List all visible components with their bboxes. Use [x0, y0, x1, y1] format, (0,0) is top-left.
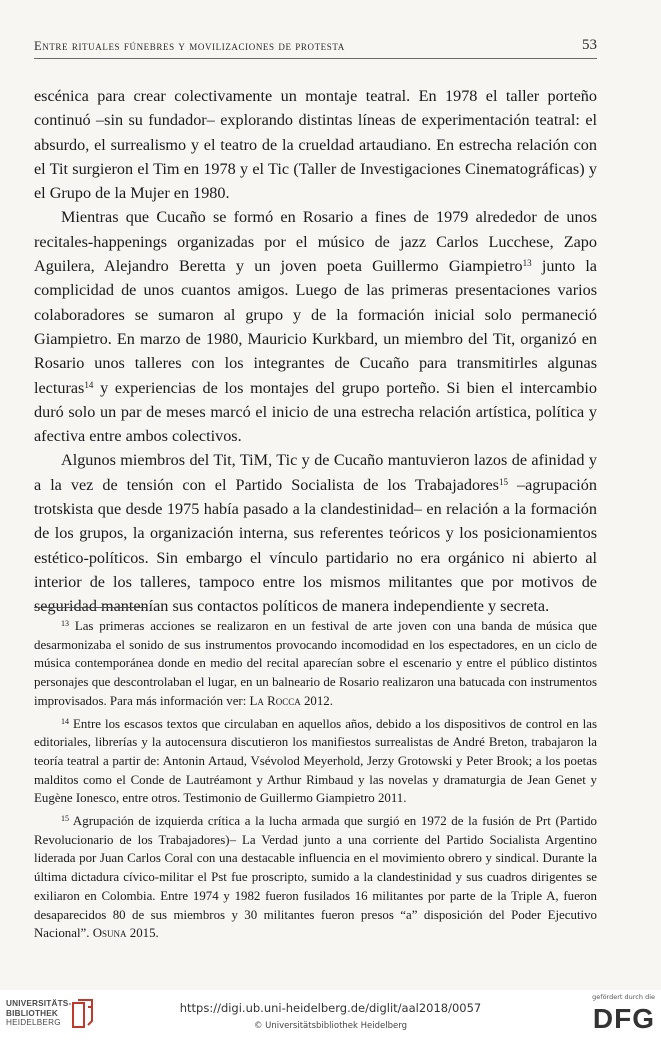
library-name-line-1: UNIVERSITÄTS-	[6, 999, 72, 1008]
footnote-divider	[34, 607, 146, 608]
paragraph-3	[34, 448, 597, 618]
footnote-ref-13[interactable]: 13	[522, 258, 532, 269]
footnote-15	[34, 812, 597, 943]
copyright-notice: © Universitätsbibliothek Heidelberg	[253, 1021, 407, 1031]
paragraph-1-text: escénica para crear colectivamente un montaje teatral. En 1978 el taller porteño continuó –sin su fundador– explorando distintas líneas de experimentación teatral: el absurdo, el surrealismo y el teatro de la crueldad artaudiano. En estrecha relación con el Tit surgieron el Tim en 1978 y el Tic (Taller de Investigaciones Cinematográficas) y el Grupo de la Mujer en 1980.	[34, 87, 597, 203]
footnotes	[34, 617, 597, 947]
running-title: Entre rituales fúnebres y movilizaciones de protesta	[34, 39, 345, 53]
footnote-number: 14	[61, 716, 69, 726]
footnote-number: 15	[61, 814, 69, 824]
library-name-line-3: HEIDELBERG	[6, 1018, 61, 1028]
footnote-year: 2012.	[300, 693, 333, 708]
paragraph-3-text-a: Algunos miembros del Tit, TiM, Tic y de Cucaño mantuvieron lazos de afinidad y a la vez de tensión con el Partido Socialista de los Trabajadores	[34, 451, 597, 494]
footnote-citation: La Rocca	[249, 693, 301, 708]
paragraph-3-text-b: –agrupación trotskista que desde 1975 había pasado a la clandestinidad– en relación a la formación de los grupos, la organización interna, sus referentes teóricos y los posicionamientos estético-políticos. Sin embargo el vínculo partidario no era orgánico ni abierto al interior de los talleres, tampoco entre los mismos militantes que por motivos de seguridad mantenían sus contactos políticos de manera independiente y secreta.	[34, 475, 597, 616]
footnote-text: Agrupación de izquierda crítica a la lucha armada que surgió en 1972 de la fusión de Prt (Partido Revolucionario de los Trabajadores)– La Verdad junto a una corriente del Partido Socialista Argentino liderada por Juan Carlos Coral con una destacable influencia en el movimiento obrero y sindical. Durante la última dictadura cívico-militar el Pst fue proscripto, sumido a la clandestinidad y sus cuadros dirigentes se exiliaron en Colombia. Entre 1974 y 1982 fueron fusilados 16 militantes por parte de la Triple A, fueron desaparecidos 80 de sus miembros y 30 militantes fueron presos “a” disposición del Poder Ejecutivo Nacional”.	[34, 814, 597, 941]
page-number: 53	[582, 37, 597, 53]
viewer-footer	[0, 990, 661, 1043]
footnote-text: Las primeras acciones se realizaron en un festival de arte joven con una banda de música que desarmonizaba el sonido de sus instrumentos provocando incomodidad en los espectadores, en un ciclo de música contemporánea donde en medio del recital aparecían sobre el escenario y entre el público distintos personajes que descontrolaban el lugar, en un balneario de Rosario realizaron una batucada con instrumentos improvisados. Para más información ver:	[34, 619, 597, 708]
footnote-citation: Osuna	[92, 926, 127, 941]
funder-logo-text: DFG	[592, 1003, 655, 1034]
footnote-13	[34, 617, 597, 711]
paragraph-2-text-a: Mientras que Cucaño se formó en Rosario a fines de 1979 alrededor de unos recitales-happenings organizadas por el músico de jazz Carlos Lucchese, Zapo Aguilera, Alejandro Beretta y un joven poeta Guillermo Giampietro	[34, 208, 597, 276]
library-name-line-2: BIBLIOTHEK	[6, 1008, 59, 1018]
permalink-url[interactable]: https://digi.ub.uni-heidelberg.de/diglit/aal2018/0057	[179, 1001, 482, 1015]
paragraph-1	[34, 84, 597, 205]
funder-note: gefördert durch die	[592, 993, 655, 1001]
footnote-year: 2015.	[126, 926, 159, 941]
paragraph-2	[34, 205, 597, 448]
footnote-ref-15[interactable]: 15	[498, 476, 508, 487]
footnote-text: Entre los escasos textos que circulaban en aquellos años, debido a los dispositivos de control en las editoriales, librerías y la autocensura discutieron los manifiestos surrealistas de André Breton, trabajaron la teoría teatral a partir de: Antonin Artaud, Vsévolod Meyerhold, Jerzy Grotowski y Peter Brook; a los poetas malditos como el Conde de Lautréamont y Arthur Rimbaud y las novelas y dramaturgia de Jean Genet y Eugène Ionesco, entre otros. Testimonio de Guillermo Giampietro 2011.	[34, 716, 597, 806]
footnote-14	[34, 715, 597, 809]
paragraph-2-text-b: junto la complicidad de unos cuantos amigos. Luego de las primeras presentaciones varios colaboradores se sumaron al grupo y de la formación inicial solo permaneció Giampietro. En marzo de 1980, Mauricio Kurkbard, un miembro del Tit, organizó en Rosario unos talleres con los integrantes de Cucaño para transmitirles algunas lecturas	[34, 257, 597, 397]
footnote-ref-14[interactable]: 14	[84, 379, 94, 390]
running-header	[34, 36, 597, 59]
dfg-logo[interactable]	[583, 993, 655, 1039]
body-text	[34, 84, 597, 619]
paragraph-2-text-c: y experiencias de los montajes del grupo porteño. Si bien el intercambio duró solo un par de meses marcó el inicio de una estrecha relación artística, política y afectiva entre ambos colectivos.	[34, 378, 597, 446]
footnote-number: 13	[61, 619, 69, 628]
